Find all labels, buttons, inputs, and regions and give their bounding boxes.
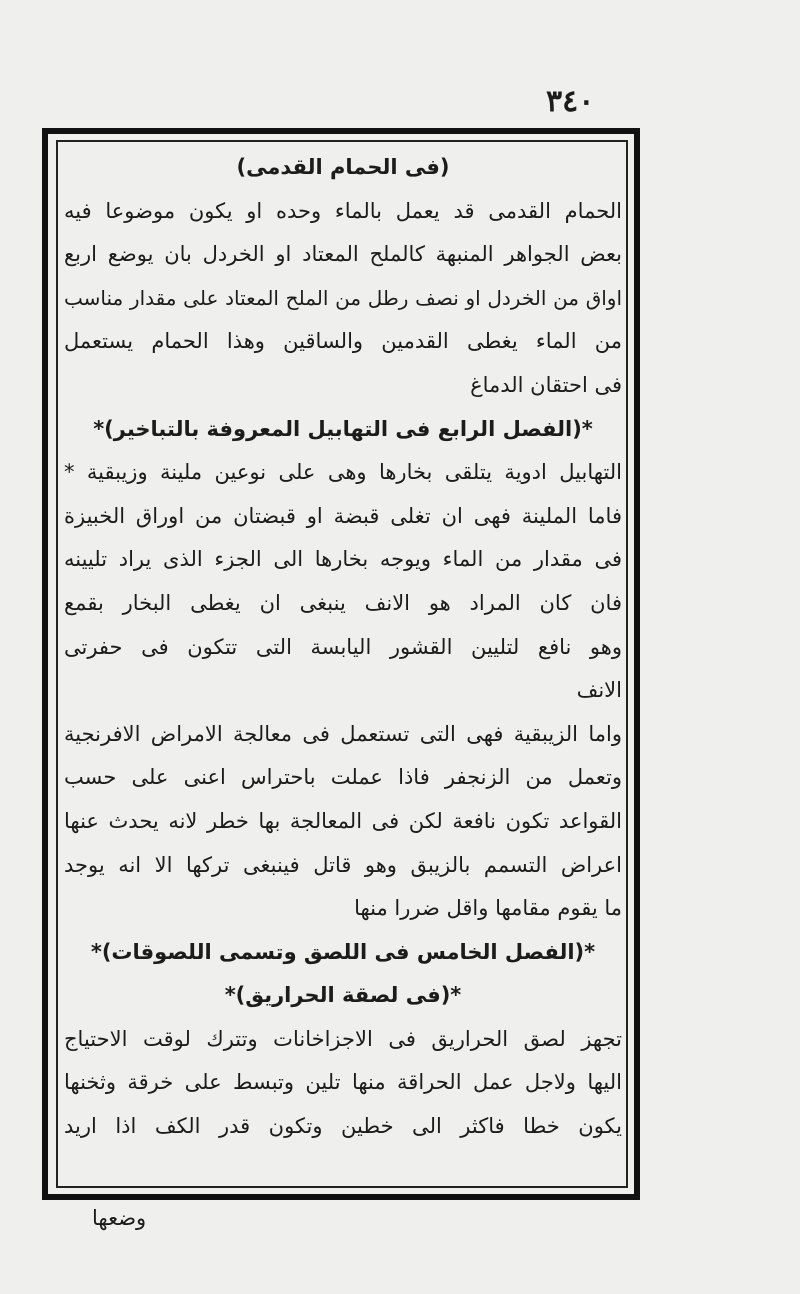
text-line: فان كان المراد هو الانف ينبغى ان يغطى البخار بقمع: [64, 590, 622, 615]
text-line: وهو نافع لتليين القشور اليابسة التى تتكون فى حفرتى: [64, 634, 622, 659]
page-number: ٣٤٠: [546, 84, 595, 119]
text-line: فى احتقان الدماغ: [470, 372, 622, 397]
text-line: تجهز لصق الحراريق فى الاجزاخانات وتترك لوقت الاحتياج: [64, 1026, 622, 1051]
text-line: القواعد تكون نافعة لكن فى المعالجة بها خطر لانه يحدث عنها: [64, 808, 622, 833]
text-line: الانف: [576, 678, 622, 703]
text-line: ما يقوم مقامها واقل ضررا منها: [354, 896, 622, 921]
text-line: اليها ولاجل عمل الحراقة منها تلين وتبسط على خرقة وثخنها: [64, 1070, 622, 1095]
section-heading: *(الفصل الرابع فى التهابيل المعروفة بالتباخير)*: [93, 416, 593, 441]
catchword: وضعها: [92, 1206, 147, 1230]
section-heading: (فى الحمام القدمى): [236, 155, 450, 179]
text-line: فاما الملينة فهى ان تغلى قبضة او قبضتان من اوراق الخبيزة: [64, 503, 622, 528]
text-line: التهابيل ادوية يتلقى بخارها وهى على نوعين ملينة وزيبقية *: [64, 460, 622, 485]
text-line: بعض الجواهر المنبهة كالملح المعتاد او الخردل بان يوضع اربع: [64, 242, 622, 267]
text-line: وتعمل من الزنجفر فاذا عملت باحتراس اعنى على حسب: [64, 765, 622, 790]
text-line: الحمام القدمى قد يعمل بالماء وحده او يكون موضوعا فيه: [64, 198, 622, 223]
text-line: يكون خطا فاكثر الى خطين وتكون قدر الكف اذا اريد: [64, 1114, 622, 1139]
text-line: اعراض التسمم بالزيبق وهو قاتل فينبغى تركها الا انه يوجد: [64, 852, 622, 877]
text-line: واما الزيبقية فهى التى تستعمل فى معالجة الامراض الافرنجية: [64, 721, 622, 746]
text-line: من الماء يغطى القدمين والساقين وهذا الحمام يستعمل: [64, 329, 622, 354]
text-line: فى مقدار من الماء ويوجه بخارها الى الجزء الذى يراد تليينه: [64, 547, 622, 572]
text-body: [64, 146, 622, 1149]
text-line: اواق من الخردل او نصف رطل من الملح المعتاد على مقدار مناسب: [64, 285, 622, 310]
section-heading: *(الفصل الخامس فى اللصق وتسمى اللصوقات)*: [90, 939, 596, 964]
section-heading: *(فى لصقة الحراريق)*: [224, 983, 462, 1008]
